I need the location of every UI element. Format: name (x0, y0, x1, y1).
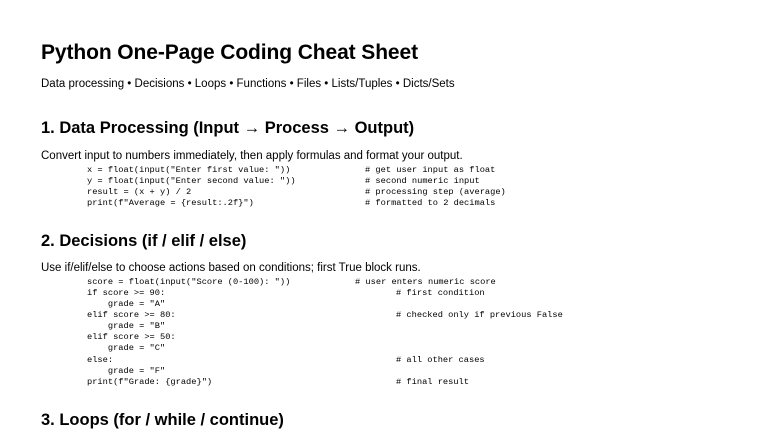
code-line: elif score >= 80: (87, 310, 176, 320)
code-comment: # first condition (396, 288, 485, 298)
page-subtitle: Data processing • Decisions • Loops • Functions • Files • Lists/Tuples • Dicts/Sets (41, 78, 455, 90)
code-comment: # final result (396, 377, 469, 387)
code-line: y = float(input("Enter second value: ")) (87, 176, 296, 186)
code-comment: # processing step (average) (365, 187, 506, 197)
section-2-heading: 2. Decisions (if / elif / else) (41, 232, 247, 250)
code-line: grade = "F" (87, 366, 166, 376)
code-line: else: (87, 355, 114, 365)
code-line: grade = "C" (87, 343, 166, 353)
code-line: grade = "A" (87, 299, 166, 309)
code-comment: # get user input as float (365, 165, 496, 175)
code-line: print(f"Grade: {grade}") (87, 377, 213, 387)
code-line: x = float(input("Enter first value: ")) (87, 165, 291, 175)
code-comment: # formatted to 2 decimals (365, 198, 496, 208)
section-2-description: Use if/elif/else to choose actions based on conditions; first True block runs. (41, 262, 421, 274)
section-3-heading: 3. Loops (for / while / continue) (41, 411, 284, 429)
code-line: score = float(input("Score (0-100): ")) (87, 277, 291, 287)
code-line: result = (x + y) / 2 (87, 187, 192, 197)
code-line: grade = "B" (87, 321, 166, 331)
code-line: print(f"Average = {result:.2f}") (87, 198, 254, 208)
code-comment: # user enters numeric score (355, 277, 496, 287)
section-1-heading: 1. Data Processing (Input → Process → Output) (41, 119, 415, 137)
code-comment: # second numeric input (365, 176, 480, 186)
page-title: Python One-Page Coding Cheat Sheet (41, 41, 418, 64)
section-1-description: Convert input to numbers immediately, then apply formulas and format your output. (41, 150, 463, 162)
code-line: elif score >= 50: (87, 332, 176, 342)
code-comment: # all other cases (396, 355, 485, 365)
code-line: if score >= 90: (87, 288, 166, 298)
code-comment: # checked only if previous False (396, 310, 563, 320)
